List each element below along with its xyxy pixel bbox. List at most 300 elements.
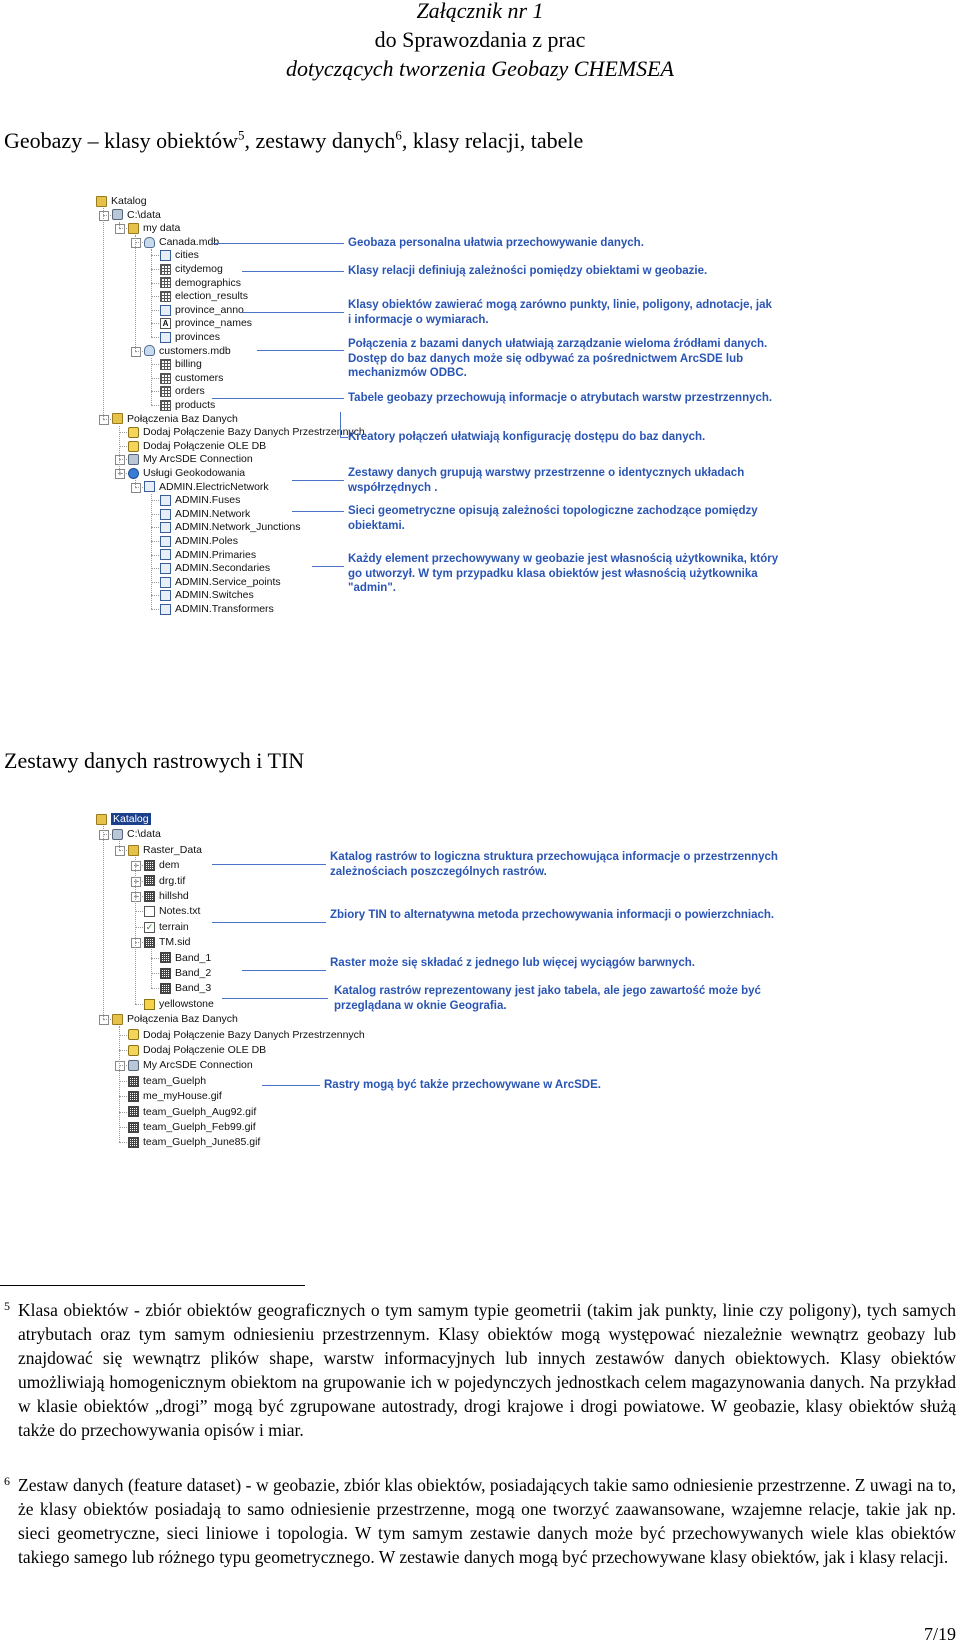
tree-item[interactable] <box>128 439 266 453</box>
leader-line <box>340 437 348 438</box>
tree-item[interactable] <box>160 534 238 548</box>
tree-item[interactable] <box>144 889 189 903</box>
tree-item-label: team_Guelph_Aug92.gif <box>143 1105 257 1118</box>
tree-connector <box>119 1065 127 1066</box>
tree-connector <box>151 405 159 406</box>
tree-connector <box>151 555 159 556</box>
collapse-toggle[interactable]: - <box>99 830 109 840</box>
tree-item[interactable] <box>160 398 215 412</box>
tree-item-label: C:\data <box>127 208 161 221</box>
tree-item-label: drg.tif <box>159 874 186 887</box>
folder-icon <box>112 1014 123 1025</box>
annotation-text <box>348 430 705 445</box>
tree-item-label: me_myHouse.gif <box>143 1090 222 1103</box>
tree-connector <box>135 942 143 943</box>
footnote-6-text: Zestaw danych (feature dataset) - w geobazie, zbiór klas obiektów, posiadających takie samo odniesienie przestrzenne. Z uwagi na to, że klasy obiektów posiadają to samo odniesienie przestrzenne, mogą one tworzyć zaawansowane, wzajemne relacje, takie jak np. sieci geometryczne, sieci liniowe i topologia. W tym samym zestawie danych może być przechowywanych wiele klas obiektów takiego samego lub różnego typu geometrycznego. W zestawie danych mogą być przechowywane klasy obiektów, jak i klasy relacji. <box>18 1475 956 1567</box>
tree-connector <box>135 927 143 928</box>
tree-item[interactable] <box>160 548 256 562</box>
leader-line <box>222 998 328 999</box>
table-icon <box>160 386 171 397</box>
leader-line <box>242 271 344 272</box>
tree-item[interactable] <box>144 874 185 888</box>
feature-class-icon <box>160 522 171 533</box>
tree-item-label: Band_3 <box>175 982 212 995</box>
leader-line <box>242 970 326 971</box>
tree-item-label: my data <box>143 222 181 235</box>
folder-icon <box>112 413 123 424</box>
tree-connector <box>151 541 159 542</box>
tree-connector <box>119 473 127 474</box>
database-icon <box>144 345 155 356</box>
annotation-line: współrzędnych . <box>348 481 438 494</box>
annotation-text <box>324 1078 601 1093</box>
annotation-line: Raster może się składać z jednego lub więcej wyciągów barwnych. <box>330 957 695 969</box>
tree-item[interactable] <box>160 303 244 317</box>
tree-connector <box>151 283 159 284</box>
tree-item-label: Notes.txt <box>159 905 201 918</box>
tree-item[interactable] <box>128 1089 222 1103</box>
tree-item-label: Połączenia Baz Danych <box>127 1013 238 1026</box>
annotation-line: go utworzył. W tym przypadku klasa obiektów jest własnością użytkownika <box>348 567 758 580</box>
tree-item-label: ADMIN.Secondaries <box>175 562 271 575</box>
tree-item-label: election_results <box>175 290 248 303</box>
tree-item-label: Band_2 <box>175 967 212 979</box>
collapse-toggle[interactable]: - <box>115 224 125 234</box>
tree-connector <box>119 1112 127 1113</box>
tree-item-label: Katalog <box>111 195 147 207</box>
annotation-text <box>330 908 774 923</box>
annotation-line: Katalog rastrów to logiczna struktura przechowująca informacje o przestrzennych <box>330 851 778 863</box>
tree-connector <box>135 911 143 912</box>
tree-item[interactable] <box>128 1105 256 1119</box>
tree-connector <box>151 582 159 583</box>
collapse-toggle[interactable]: - <box>131 938 141 948</box>
table-icon <box>160 277 171 288</box>
collapse-toggle[interactable]: - <box>131 238 141 248</box>
annotation-line: Zbiory TIN to alternatywna metoda przechowywania informacji o powierzchniach. <box>330 909 775 921</box>
tree-item-label: ADMIN.Primaries <box>175 548 257 561</box>
tree-item-label: province_names <box>175 317 253 330</box>
tree-connector <box>151 378 159 379</box>
tree-connector <box>151 527 159 528</box>
tree-item-label: My ArcSDE Connection <box>143 1059 253 1072</box>
tree-item-label: Raster_Data <box>143 843 202 856</box>
tree-item-label: ADMIN.Network <box>175 507 251 520</box>
tree-connector <box>151 255 159 256</box>
footnote-5-number: 5 <box>4 1299 10 1313</box>
tree-item[interactable] <box>160 262 223 276</box>
annotation-text <box>330 956 695 971</box>
expand-toggle[interactable]: + <box>131 877 141 887</box>
tree-item[interactable] <box>112 827 161 841</box>
tree-connector <box>119 446 127 447</box>
table-icon <box>160 373 171 384</box>
tree-connector <box>135 881 143 882</box>
tree-connector <box>135 896 143 897</box>
folder-icon <box>128 845 139 856</box>
annotation-line: Tabele geobazy przechowują informacje o atrybutach warstw przestrzennych. <box>348 392 773 404</box>
drive-icon <box>112 829 123 840</box>
tree-item[interactable] <box>160 493 240 507</box>
tree-item[interactable] <box>160 276 241 290</box>
folder-icon <box>128 223 139 234</box>
tree-connector <box>135 351 143 352</box>
tree-item[interactable] <box>160 330 220 344</box>
tree-item-label: customers.mdb <box>159 344 231 357</box>
tree-item[interactable] <box>128 221 180 235</box>
annotation-line: "admin". <box>348 582 396 594</box>
tree-connector <box>119 841 120 849</box>
leader-line <box>212 922 326 923</box>
feature-class-icon <box>160 495 171 506</box>
collapse-toggle[interactable]: - <box>131 483 141 493</box>
annotation-line: przeglądana w oknie Geografia. <box>334 999 507 1012</box>
tree-connector <box>119 1026 120 1142</box>
catalog-icon <box>96 814 107 825</box>
section-1-title <box>4 128 583 154</box>
section-2-title: Zestawy danych rastrowych i TIN <box>4 748 305 773</box>
raster-icon <box>128 1106 139 1117</box>
annotation-line: Sieci geometryczne opisują zależności topologiczne zachodzące pomiędzy <box>348 505 758 517</box>
raster-icon <box>128 1122 139 1133</box>
tree-connector <box>119 426 120 473</box>
annotation-text <box>348 298 772 327</box>
tree-connector <box>135 857 136 1004</box>
leader-line <box>212 243 344 244</box>
tree-item[interactable] <box>128 425 365 439</box>
tree-connector <box>151 514 159 515</box>
annotation-line: Połączenia z bazami danych ułatwiają zarządzanie wieloma źródłami danych. <box>348 338 768 350</box>
tree-item[interactable] <box>96 194 147 208</box>
geodatabase-figure <box>92 194 952 634</box>
raster-icon <box>144 937 155 948</box>
tree-item[interactable] <box>160 248 199 262</box>
tree-connector <box>103 419 111 420</box>
leader-line <box>212 398 344 399</box>
table-icon <box>160 291 171 302</box>
tree-item[interactable] <box>144 997 214 1011</box>
footnote-6-number: 6 <box>4 1474 10 1488</box>
tree-connector <box>119 1127 127 1128</box>
annotation-text <box>348 466 744 495</box>
annotation-text <box>348 337 767 381</box>
tree-item-label: yellowstone <box>159 997 214 1010</box>
tree-item[interactable] <box>112 208 161 222</box>
leader-line <box>242 312 344 313</box>
tree-item-label: TM.sid <box>159 936 191 949</box>
tree-item-label: team_Guelph <box>143 1074 207 1087</box>
header-line-2: do Sprawozdania z prac <box>374 27 586 52</box>
tree-item[interactable] <box>144 935 191 949</box>
tree-connector <box>103 208 104 419</box>
tree-item-label: ADMIN.ElectricNetwork <box>159 480 269 493</box>
collapse-toggle[interactable]: - <box>115 455 125 465</box>
tree-connector <box>151 269 159 270</box>
tree-item-label: ADMIN.Network_Junctions <box>175 521 301 534</box>
tree-item-label: demographics <box>175 276 241 289</box>
annotation-text <box>334 984 761 1013</box>
tree-item-label: dem <box>159 859 180 872</box>
tree-connector <box>135 242 143 243</box>
wizard-icon <box>128 441 139 452</box>
tree-connector <box>151 494 152 609</box>
feature-class-icon <box>160 590 171 601</box>
leader-line <box>212 864 326 865</box>
tree-connector <box>151 568 159 569</box>
feature-class-icon <box>160 305 171 316</box>
feature-class-icon <box>160 577 171 588</box>
collapse-toggle[interactable]: - <box>99 415 109 425</box>
tree-connector <box>151 595 159 596</box>
table-icon <box>160 264 171 275</box>
raster-band-icon <box>160 983 171 994</box>
tree-connector <box>151 958 159 959</box>
tree-item[interactable] <box>144 235 219 249</box>
tree-connector <box>119 1050 127 1051</box>
tree-item[interactable] <box>144 920 189 934</box>
annotation-icon: A <box>160 318 171 329</box>
annotation-text <box>348 552 778 596</box>
tree-item-label: Band_1 <box>175 951 212 964</box>
tree-item[interactable] <box>128 1058 253 1072</box>
tree-item-label: ADMIN.Switches <box>175 589 254 602</box>
geocode-icon <box>128 468 139 479</box>
tree-connector <box>119 1081 127 1082</box>
tree-item-label: Dodaj Połączenie OLE DB <box>143 439 267 452</box>
raster-band-icon <box>160 952 171 963</box>
tree-connector <box>151 949 152 988</box>
tree-item-label: ADMIN.Fuses <box>175 494 241 507</box>
document-header <box>0 0 960 83</box>
tree-connector <box>135 235 136 350</box>
tree-item[interactable] <box>160 561 270 575</box>
tree-item-label: citydemog <box>175 263 223 275</box>
expand-toggle[interactable]: + <box>131 861 141 871</box>
tree-item[interactable] <box>112 1012 238 1026</box>
tree-item[interactable] <box>128 1028 365 1042</box>
tree-connector <box>119 228 127 229</box>
tree-connector <box>151 500 159 501</box>
wizard-icon <box>128 1045 139 1056</box>
leader-line <box>292 511 344 512</box>
tree-item-label: Dodaj Połączenie Bazy Danych Przestrzennych <box>143 1028 365 1041</box>
tree-connector <box>119 1035 127 1036</box>
section-1-title-a: Geobazy – klasy obiektów <box>4 128 238 153</box>
annotation-line: Klasy obiektów zawierać mogą zarówno punkty, linie, poligony, adnotacje, jak <box>348 299 772 311</box>
tree-item[interactable] <box>160 316 252 330</box>
raster-icon <box>144 891 155 902</box>
tree-item[interactable] <box>144 480 269 494</box>
tree-connector <box>151 249 152 337</box>
tree-connector <box>151 609 159 610</box>
tree-item[interactable] <box>160 575 281 589</box>
footnote-6 <box>4 1473 956 1569</box>
header-line-3: dotyczących tworzenia Geobazy CHEMSEA <box>286 56 674 81</box>
tree-item-label: products <box>175 399 216 411</box>
annotation-line: Każdy element przechowywany w geobazie jest własnością użytkownika, który <box>348 553 779 565</box>
tree-item-label: Katalog <box>113 813 149 825</box>
feature-class-icon <box>160 563 171 574</box>
table-icon <box>160 359 171 370</box>
leader-line <box>340 412 341 437</box>
tree-item[interactable] <box>128 1043 266 1057</box>
tree-connector <box>119 459 127 460</box>
expand-toggle[interactable]: + <box>131 892 141 902</box>
tree-item[interactable] <box>160 981 211 995</box>
tree-connector <box>135 1004 143 1005</box>
tree-item[interactable] <box>160 602 274 616</box>
raster-icon <box>144 860 155 871</box>
tree-item[interactable] <box>160 507 250 521</box>
annotation-line: Rastry mogą być także przechowywane w ArcSDE. <box>324 1079 601 1091</box>
tree-connector <box>151 296 159 297</box>
wizard-icon <box>128 1029 139 1040</box>
raster-icon <box>128 1091 139 1102</box>
tree-item-label: province_anno <box>175 303 244 316</box>
tree-item[interactable] <box>160 371 223 385</box>
leader-line <box>262 1085 320 1086</box>
annotation-line: mechanizmów ODBC. <box>348 367 467 379</box>
tree-connector <box>135 487 143 488</box>
tree-item[interactable] <box>144 904 200 918</box>
header-line-1: Załącznik nr 1 <box>416 0 544 23</box>
tree-item-label: Dodaj Połączenie OLE DB <box>143 1044 267 1056</box>
footnote-separator <box>0 1285 305 1286</box>
annotation-text <box>348 504 758 533</box>
raster-icon <box>128 1076 139 1087</box>
tree-connector <box>103 826 104 1019</box>
tree-connector <box>119 222 120 229</box>
collapse-toggle[interactable]: - <box>99 1015 109 1025</box>
network-icon <box>160 509 171 520</box>
tree-connector <box>151 973 159 974</box>
section-1-title-c: , klasy relacji, tabele <box>401 128 584 153</box>
raster-icon <box>144 875 155 886</box>
feature-class-icon <box>160 332 171 343</box>
wizard-icon <box>128 427 139 438</box>
annotation-line: Dostęp do baz danych może się odbywać za pośrednictwem ArcSDE lub <box>348 352 744 365</box>
tree-connector <box>103 834 111 835</box>
tree-item[interactable] <box>160 289 248 303</box>
raster-icon <box>128 1137 139 1148</box>
expand-toggle[interactable]: + <box>115 469 125 479</box>
footnote-5 <box>4 1298 956 1442</box>
feature-class-icon <box>160 250 171 261</box>
tree-item[interactable] <box>160 384 205 398</box>
tree-item[interactable] <box>128 1074 206 1088</box>
tree-connector <box>151 310 159 311</box>
annotation-line: Klasy relacji definiują zależności pomiędzy obiektami w geobazie. <box>348 265 708 277</box>
tree-item[interactable] <box>112 412 238 426</box>
tree-connector <box>135 865 143 866</box>
raster-band-icon <box>160 968 171 979</box>
collapse-toggle[interactable]: - <box>115 1061 125 1071</box>
drive-icon <box>112 209 123 220</box>
tree-item-label: C:\data <box>127 828 161 841</box>
leader-line <box>292 480 344 481</box>
catalog-icon <box>96 196 107 207</box>
footnote-ref-5: 5 <box>238 127 245 143</box>
tree-connector <box>151 364 159 365</box>
footnote-5-text: Klasa obiektów - zbiór obiektów geograficznych o tym samym typie geometrii (takim jak punkty, linie czy poligony), tych samych atrybutach oraz tym samym odniesieniu przestrzennym. Klasy obiektów mogą występować niezależnie wewnątrz geobazy lub znajdować się wewnątrz plików shape, warstw informacyjnych lub innych zestawów danych obiektowych. Klasy obiektów umożliwiają homogenicznym obiektom na grupowanie ich w pojedynczych jednostkach celem magazynowania danych. Na przykład w klasie obiektów „drogi” mogą być zgrupowane autostrady, drogi krajowe i drogi powiatowe. W geobazie, klasy obiektów służą także do przechowywania opisów i miar. <box>18 1300 956 1440</box>
tree-item-label: Połączenia Baz Danych <box>127 412 238 425</box>
tree-item-label: ADMIN.Service_points <box>175 575 281 588</box>
tree-item[interactable] <box>128 1135 260 1149</box>
tree-item-label: orders <box>175 385 205 398</box>
tree-item[interactable] <box>128 466 245 480</box>
tree-item-label: provinces <box>175 331 220 343</box>
tree-connector <box>119 432 127 433</box>
tree-connector <box>151 337 159 338</box>
tree-item-label: My ArcSDE Connection <box>143 453 253 466</box>
tree-item[interactable] <box>160 588 254 602</box>
tree-item[interactable] <box>160 520 300 534</box>
annotation-text <box>330 850 778 879</box>
collapse-toggle[interactable]: - <box>99 211 109 221</box>
tree-connector <box>135 480 136 487</box>
tree-item[interactable] <box>144 344 231 358</box>
connection-icon <box>128 1060 139 1071</box>
tree-connector <box>151 358 152 405</box>
tree-connector <box>151 391 159 392</box>
page-number: 7/19 <box>923 1624 956 1644</box>
tree-connector <box>103 1019 111 1020</box>
feature-class-icon <box>160 536 171 547</box>
annotation-line: zależnościach poszczególnych rastrów. <box>330 865 547 878</box>
tree-item[interactable] <box>128 1120 256 1134</box>
feature-class-icon <box>160 604 171 615</box>
annotation-text <box>348 236 644 251</box>
collapse-toggle[interactable]: - <box>131 347 141 357</box>
annotation-line: Zestawy danych grupują warstwy przestrzenne o identycznych układach <box>348 467 745 479</box>
tree-item[interactable] <box>160 357 202 371</box>
tree-connector <box>119 1142 127 1143</box>
tree-item[interactable] <box>144 858 179 872</box>
tree-item[interactable] <box>128 452 253 466</box>
tree-item-label: team_Guelph_Feb99.gif <box>143 1121 256 1133</box>
annotation-line: i informacje o wymiarach. <box>348 313 489 326</box>
tree-item[interactable] <box>160 966 211 980</box>
tree-item-label: cities <box>175 249 199 262</box>
feature-class-icon <box>160 549 171 560</box>
tree-connector <box>103 215 111 216</box>
tree-item-label: billing <box>175 358 202 371</box>
tree-connector <box>151 988 159 989</box>
tree-item[interactable] <box>128 843 202 857</box>
collapse-toggle[interactable]: - <box>115 846 125 856</box>
section-1-title-b: , zestawy danych <box>244 128 396 153</box>
connection-icon <box>128 454 139 465</box>
leader-line <box>257 350 344 351</box>
annotation-line: Kreatory połączeń ułatwiają konfigurację dostępu do baz danych. <box>348 431 706 443</box>
tree-connector <box>119 1096 127 1097</box>
dataset-icon <box>144 481 155 492</box>
raster-figure <box>92 812 952 1162</box>
tree-item[interactable] <box>160 951 211 965</box>
annotation-text <box>348 391 772 406</box>
annotation-line: Katalog rastrów reprezentowany jest jako tabela, ale jego zawartość może być <box>334 985 761 997</box>
tree-item-label: Canada.mdb <box>159 235 220 248</box>
database-icon <box>144 237 155 248</box>
tree-item-label: ADMIN.Transformers <box>175 603 274 615</box>
footnote-ref-6: 6 <box>395 127 402 143</box>
tree-item-label: Usługi Geokodowania <box>143 467 246 479</box>
tin-icon: ✓ <box>145 921 154 932</box>
annotation-line: obiektami. <box>348 519 405 532</box>
tree-item[interactable] <box>96 812 151 826</box>
tree-item-label: Dodaj Połączenie Bazy Danych Przestrzennych <box>143 426 365 439</box>
raster-catalog-icon <box>144 999 155 1010</box>
